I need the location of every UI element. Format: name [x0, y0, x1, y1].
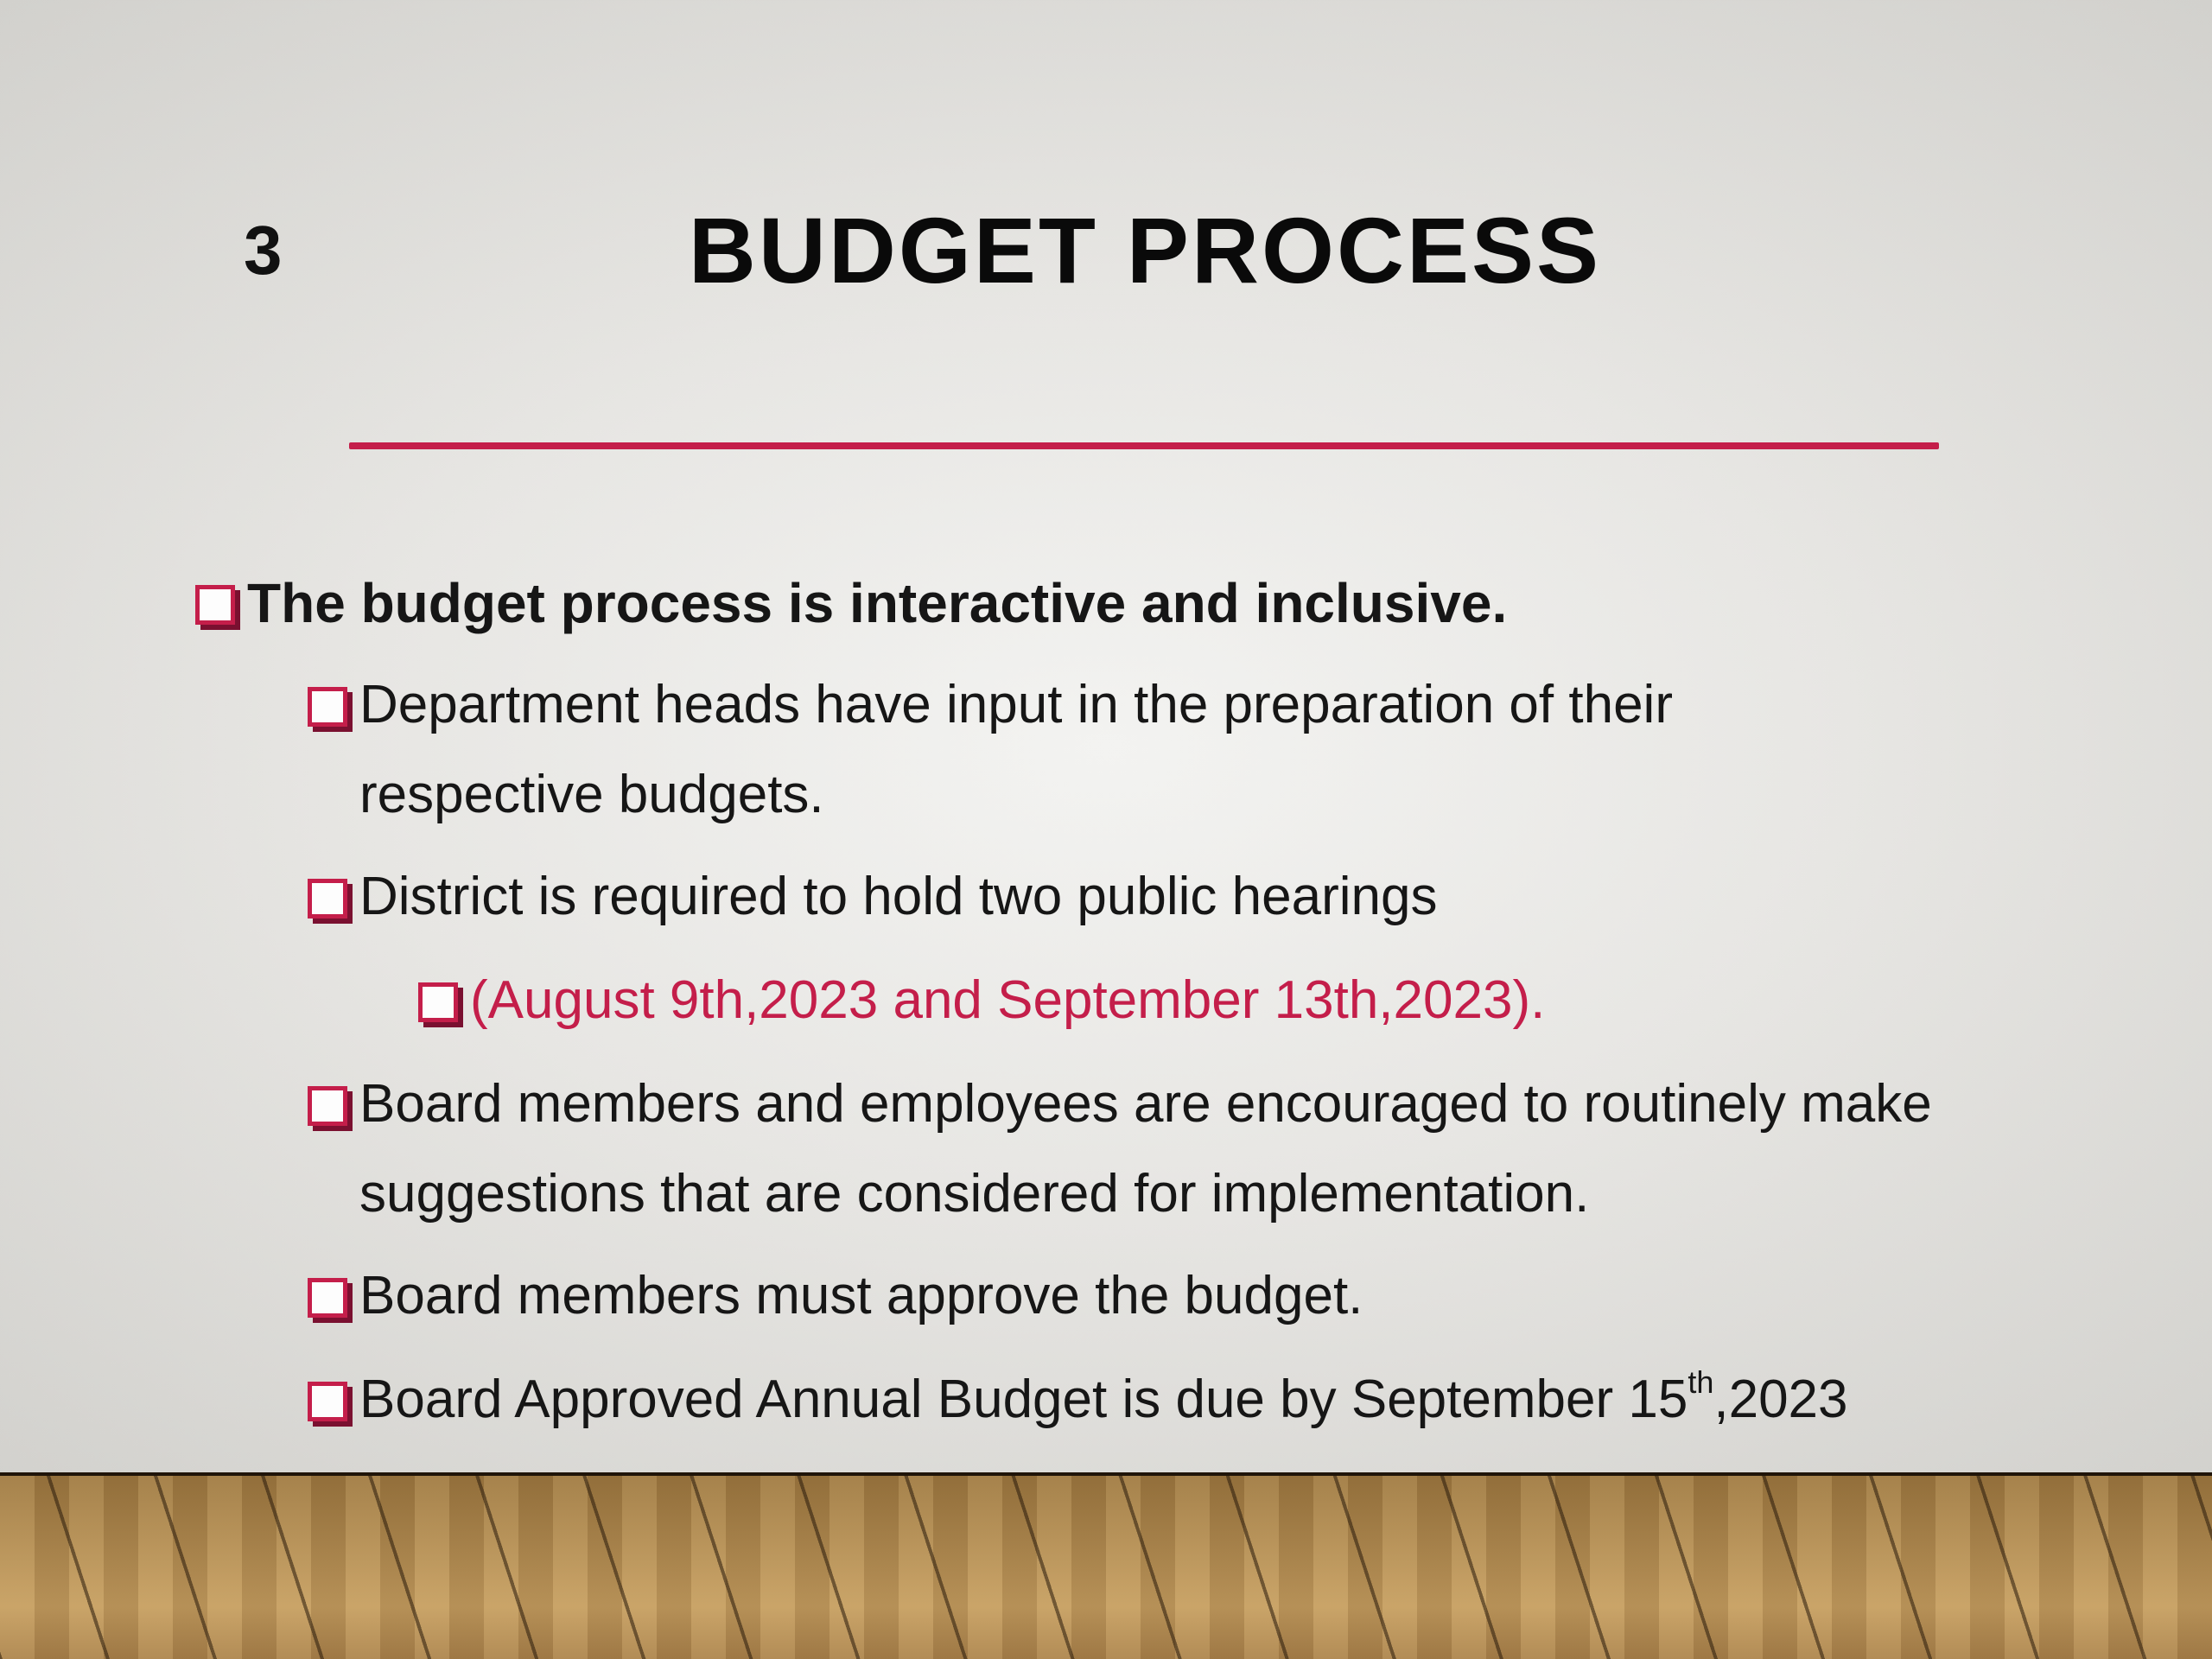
bullet-text: (August 9th,2023 and September 13th,2023).	[470, 970, 1546, 1030]
ordinal-superscript: th	[1688, 1364, 1714, 1401]
bullet-item	[308, 1355, 2036, 1445]
slide-number: 3	[244, 212, 283, 289]
checkbox-bullet-icon	[308, 879, 347, 918]
bullet-item	[308, 1251, 1863, 1341]
checkbox-bullet-icon	[418, 982, 458, 1022]
bullet-item	[308, 1059, 2036, 1239]
bullet-item	[308, 660, 1863, 840]
bullet-text: Board members and employees are encouraged to routinely make suggestions that are considered for implementation.	[359, 1074, 1932, 1224]
checkbox-bullet-icon	[308, 1086, 347, 1126]
bullet-text: Board Approved Annual Budget is due by September 15th,2023	[359, 1364, 1848, 1429]
checkbox-bullet-icon	[308, 1278, 347, 1318]
checkbox-bullet-icon	[308, 687, 347, 727]
bullet-text: The budget process is interactive and inclusive.	[247, 572, 1508, 634]
slide-title: BUDGET PROCESS	[688, 198, 1602, 302]
wood-floor-background	[0, 1472, 2212, 1659]
checkbox-bullet-icon	[195, 585, 235, 625]
bullet-item	[308, 852, 1863, 942]
bullet-item	[195, 558, 1923, 648]
bullet-text: Department heads have input in the preparation of their respective budgets.	[359, 675, 1673, 824]
bullet-text: District is required to hold two public hearings	[359, 867, 1438, 926]
checkbox-bullet-icon	[308, 1382, 347, 1421]
bullet-text: Board members must approve the budget.	[359, 1266, 1363, 1325]
bullet-item-dates	[418, 956, 1887, 1046]
